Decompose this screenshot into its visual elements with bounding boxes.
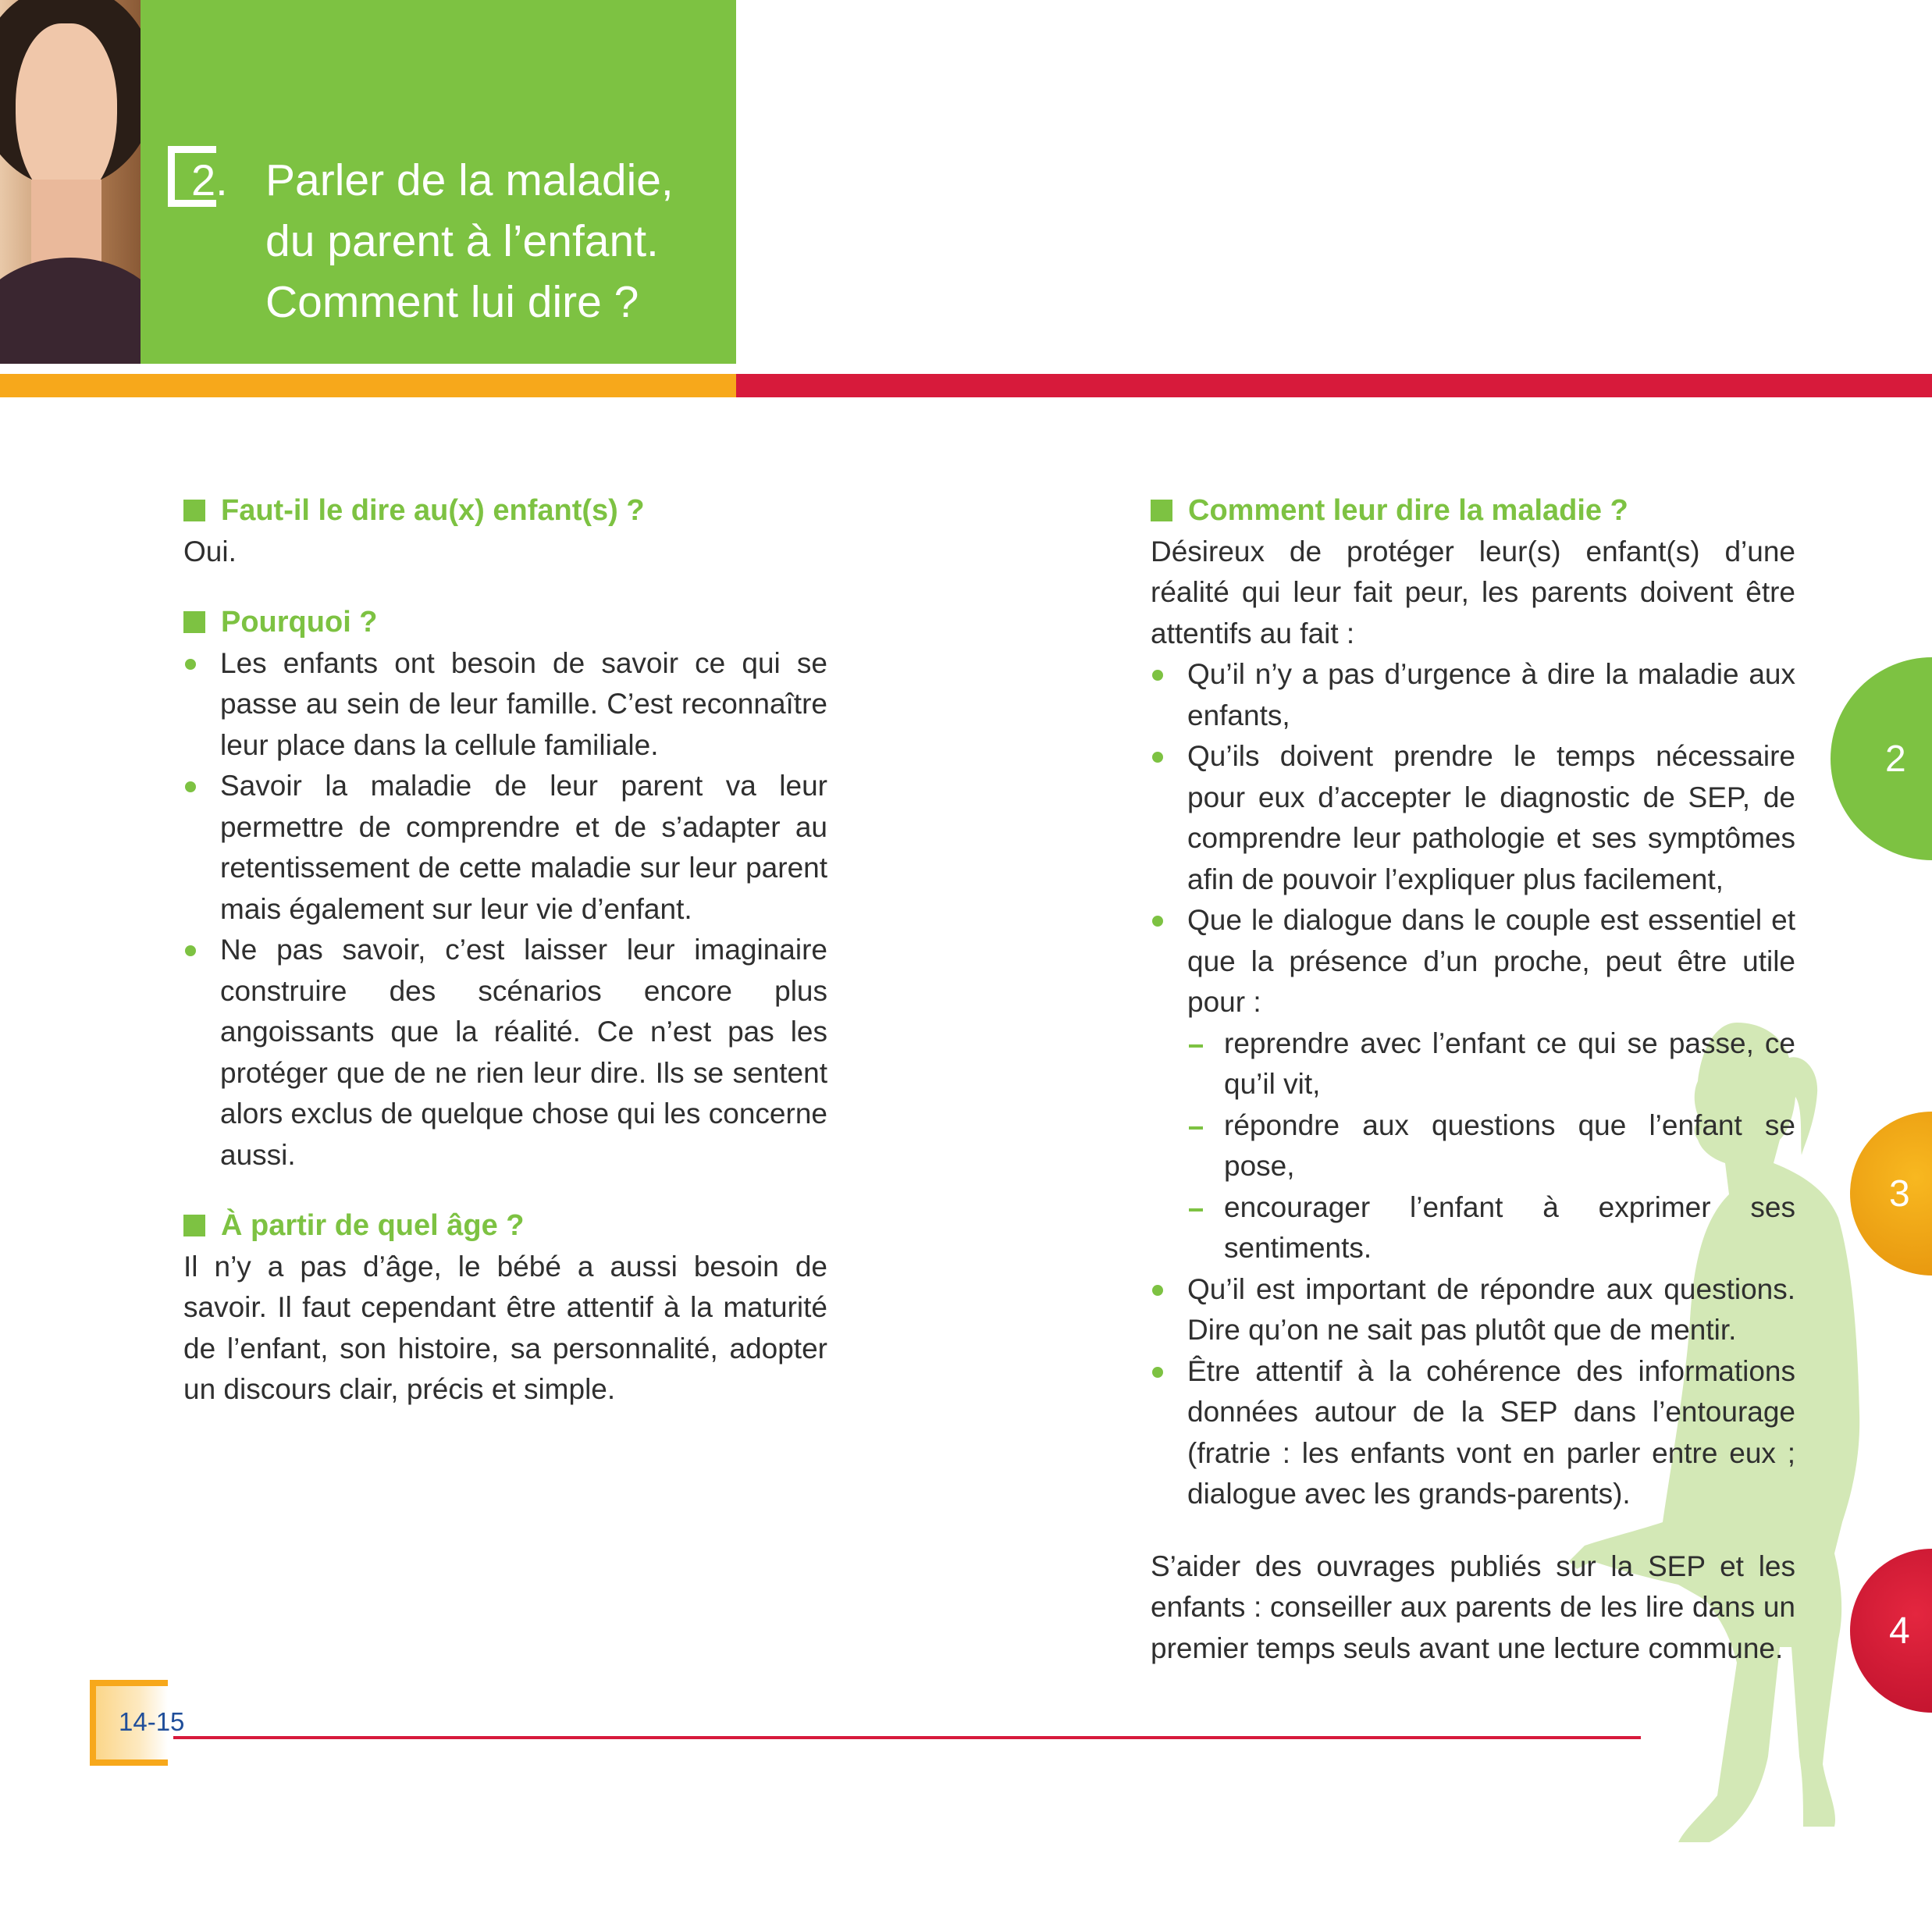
square-bullet-icon	[183, 500, 205, 521]
right-column	[1151, 490, 1795, 1669]
chapter-title	[265, 150, 674, 333]
section-text: Il n’y a pas d’âge, le bébé a aussi besoin de savoir. Il faut cependant être attentif à la maturité de l’enfant, son histoire, sa personnalité, adopter un discours clair, précis et simple.	[183, 1250, 827, 1405]
chapter-title-line-2: du parent à l’enfant.	[265, 216, 659, 266]
section-closing: S’aider des ouvrages publiés sur la SEP et les enfants : conseiller aux parents de les lire dans un premier temps seuls avant une lecture commune.	[1151, 1550, 1795, 1664]
chapter-title-line-3: Comment lui dire ?	[265, 277, 639, 327]
list-item: Qu’ils doivent prendre le temps nécessaire pour eux d’accepter le diagnostic de SEP, de comprendre leur pathologie et ses symptômes afin de pouvoir l’expliquer plus facilement,	[1151, 736, 1795, 900]
dash-list	[1187, 1023, 1795, 1269]
bullet-list	[1151, 654, 1795, 1515]
sub-list-item: répondre aux questions que l’enfant se pose,	[1187, 1105, 1795, 1187]
section-text: Oui.	[183, 535, 237, 568]
chapter-tab-3[interactable]: 3	[1850, 1112, 1932, 1276]
list-item: Qu’il n’y a pas d’urgence à dire la maladie aux enfants,	[1151, 654, 1795, 736]
header-stripe-orange	[0, 374, 736, 397]
bullet-list	[183, 643, 827, 1176]
list-item: Que le dialogue dans le couple est essentiel et que la présence d’un proche, peut être utile pour : reprendre avec l’enfant ce qui se passe, ce qu’il vit, répondre aux questions que l’enfant se pose, encourager l’enfant à exprimer ses sentiments.	[1151, 900, 1795, 1269]
chapter-tab-4[interactable]: 4	[1850, 1549, 1932, 1713]
list-item: Être attentif à la cohérence des informations données autour de la SEP dans l’entourage (fratrie : les enfants vont en parler entre eux ; dialogue avec les grands-parents).	[1151, 1351, 1795, 1515]
left-column	[183, 490, 827, 1411]
sub-list-item: reprendre avec l’enfant ce qui se passe, ce qu’il vit,	[1187, 1023, 1795, 1105]
chapter-title-line-1: Parler de la maladie,	[265, 155, 674, 205]
square-bullet-icon	[1151, 500, 1172, 521]
square-bullet-icon	[183, 1215, 205, 1236]
section-heading: Comment leur dire la maladie ?	[1151, 490, 1795, 532]
section-heading: Faut-il le dire au(x) enfant(s) ?	[183, 490, 827, 532]
section-heading: Pourquoi ?	[183, 602, 827, 643]
header-photo-woman	[0, 0, 141, 364]
list-item: Savoir la maladie de leur parent va leur permettre de comprendre et de s’adapter au retentissement de cette maladie sur leur parent mais également sur leur vie d’enfant.	[183, 766, 827, 930]
page-number: 14-15	[119, 1707, 185, 1736]
list-item: Qu’il est important de répondre aux questions. Dire qu’on ne sait pas plutôt que de mentir.	[1151, 1269, 1795, 1351]
chapter-number: 2.	[191, 155, 228, 205]
chapter-tab-2[interactable]: 2	[1831, 657, 1932, 860]
list-item: Ne pas savoir, c’est laisser leur imaginaire construire des scénarios encore plus angoissants que la réalité. Ce n’est pas les protéger que de ne rien leur dire. Ils se sentent alors exclus de quelque chose qui les concerne aussi.	[183, 930, 827, 1176]
sub-list-item: encourager l’enfant à exprimer ses sentiments.	[1187, 1187, 1795, 1269]
square-bullet-icon	[183, 611, 205, 633]
list-item: Les enfants ont besoin de savoir ce qui se passe au sein de leur famille. C’est reconnaître leur place dans la cellule familiale.	[183, 643, 827, 767]
header-stripe-red	[736, 374, 1932, 397]
footer-rule	[173, 1736, 1641, 1739]
section-heading: À partir de quel âge ?	[183, 1205, 827, 1247]
section-intro: Désireux de protéger leur(s) enfant(s) d’une réalité qui leur fait peur, les parents doivent être attentifs au fait :	[1151, 535, 1795, 649]
